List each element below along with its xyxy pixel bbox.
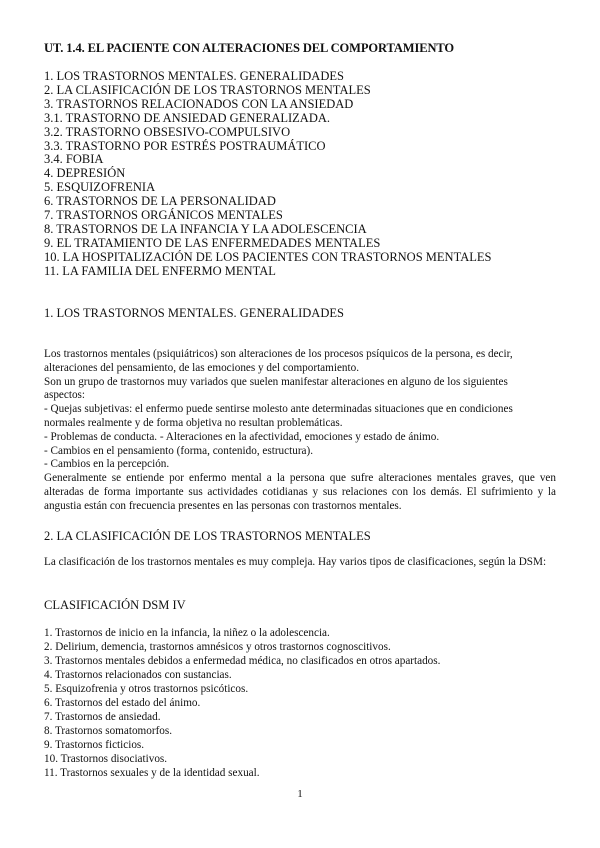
closing-paragraph: Generalmente se entiende por enfermo mental a la persona que sufre alteraciones mentales graves, que ven alteradas de forma importante sus actividades cotidianas y sus relaciones con los demás. El sufrimiento y la angustia están con frecuencia presentes en las personas con trastornos mentales. xyxy=(44,472,556,512)
list-item: 9. Trastornos ficticios. xyxy=(44,739,145,751)
body-line: Los trastornos mentales (psiquiátricos) son alteraciones de los procesos psíquicos de la persona, es decir, xyxy=(44,348,513,360)
list-item: 1. Trastornos de inicio en la infancia, la niñez o la adolescencia. xyxy=(44,627,330,639)
list-item: 10. Trastornos disociativos. xyxy=(44,753,168,765)
document-title: UT. 1.4. EL PACIENTE CON ALTERACIONES DEL COMPORTAMIENTO xyxy=(44,41,455,55)
toc-item: 4. DEPRESIÓN xyxy=(44,166,126,181)
section-2-intro xyxy=(44,556,556,570)
section-2-heading: 2. LA CLASIFICACIÓN DE LOS TRASTORNOS MENTALES xyxy=(44,529,371,543)
toc-item: 3.2. TRASTORNO OBSESIVO-COMPULSIVO xyxy=(44,124,291,139)
toc-item: 5. ESQUIZOFRENIA xyxy=(44,180,156,195)
intro-paragraph: La clasificación de los trastornos mentales es muy compleja. Hay varios tipos de clasificaciones, según la DSM: xyxy=(44,556,547,568)
body-line: - Cambios en el pensamiento (forma, contenido, estructura). xyxy=(44,444,314,457)
list-item: 6. Trastornos del estado del ánimo. xyxy=(44,697,201,709)
body-line: - Cambios en la percepción. xyxy=(44,458,170,471)
body-line: - Problemas de conducta. - Alteraciones en la afectividad, emociones y estado de ánimo. xyxy=(44,430,440,443)
toc-item: 3.3. TRASTORNO POR ESTRÉS POSTRAUMÁTICO xyxy=(44,138,326,153)
list-item: 5. Esquizofrenia y otros trastornos psicóticos. xyxy=(44,683,249,695)
body-line: alteraciones del pensamiento, de las emociones y del comportamiento. xyxy=(44,361,360,374)
body-line: Son un grupo de trastornos muy variados que suelen manifestar alteraciones en alguno de los siguientes xyxy=(44,375,508,388)
body-line: - Quejas subjetivas: el enfermo puede sentirse molesto ante determinadas situaciones que en condiciones xyxy=(44,403,513,416)
dsm-subheading: CLASIFICACIÓN DSM IV xyxy=(44,598,186,612)
body-line: normales realmente y de forma objetiva no resultan problemáticas. xyxy=(44,416,343,429)
list-item: 3. Trastornos mentales debidos a enfermedad médica, no clasificados en otros apartados. xyxy=(44,655,441,667)
toc-item: 8. TRASTORNOS DE LA INFANCIA Y LA ADOLESCENCIA xyxy=(44,221,367,236)
section-1-body xyxy=(44,348,556,514)
toc-item: 2. LA CLASIFICACIÓN DE LOS TRASTORNOS MENTALES xyxy=(44,82,371,97)
toc-item: 9. EL TRATAMIENTO DE LAS ENFERMEDADES MENTALES xyxy=(44,235,381,250)
toc-item: 7. TRASTORNOS ORGÁNICOS MENTALES xyxy=(44,208,283,223)
dsm-classification-list xyxy=(44,626,440,780)
toc-item: 10. LA HOSPITALIZACIÓN DE LOS PACIENTES CON TRASTORNOS MENTALES xyxy=(44,249,492,264)
list-item: 11. Trastornos sexuales y de la identidad sexual. xyxy=(44,767,260,779)
list-item: 4. Trastornos relacionados con sustancias. xyxy=(44,669,232,681)
toc-item: 11. LA FAMILIA DEL ENFERMO MENTAL xyxy=(44,263,276,278)
list-item: 8. Trastornos somatomorfos. xyxy=(44,725,173,737)
toc-item: 6. TRASTORNOS DE LA PERSONALIDAD xyxy=(44,194,276,209)
toc-item: 1. LOS TRASTORNOS MENTALES. GENERALIDADES xyxy=(44,69,344,83)
table-of-contents xyxy=(44,70,491,279)
page-number: 1 xyxy=(297,788,303,800)
toc-item: 3.1. TRASTORNO DE ANSIEDAD GENERALIZADA. xyxy=(44,110,330,125)
toc-item: 3.4. FOBIA xyxy=(44,152,104,167)
toc-item: 3. TRASTORNOS RELACIONADOS CON LA ANSIEDAD xyxy=(44,96,354,111)
body-line: aspectos: xyxy=(44,389,86,402)
list-item: 2. Delirium, demencia, trastornos amnésicos y otros trastornos cognoscitivos. xyxy=(44,641,391,653)
section-1-heading: 1. LOS TRASTORNOS MENTALES. GENERALIDADES xyxy=(44,306,344,320)
list-item: 7. Trastornos de ansiedad. xyxy=(44,711,161,723)
